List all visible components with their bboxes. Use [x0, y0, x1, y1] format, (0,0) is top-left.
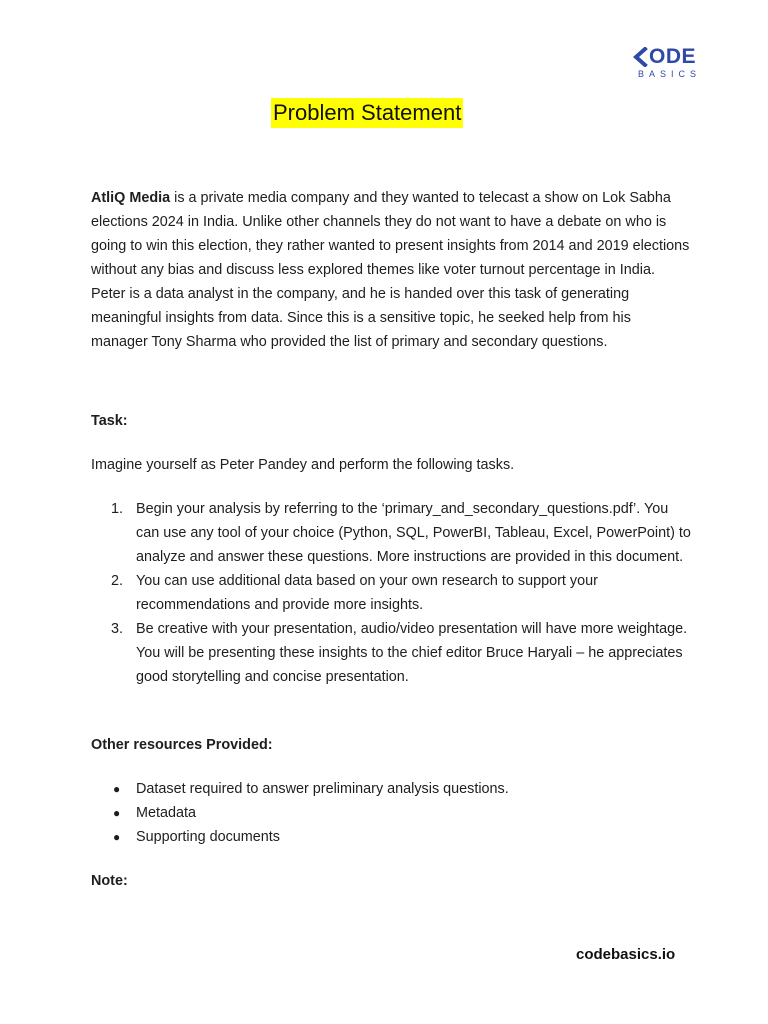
- codebasics-logo: [632, 46, 704, 82]
- task-intro: Imagine yourself as Peter Pandey and perform the following tasks.: [91, 457, 515, 473]
- intro-paragraph: [91, 186, 691, 354]
- list-number: 2.: [111, 573, 124, 589]
- resources-list: [91, 777, 691, 849]
- list-item: [91, 825, 691, 849]
- list-number: 1.: [111, 501, 124, 517]
- code-bracket-icon: [632, 47, 648, 67]
- list-item-text: Dataset required to answer preliminary analysis questions.: [136, 781, 509, 797]
- list-item: [91, 801, 691, 825]
- list-item-text: You can use additional data based on your own research to support your recommendations and provide more insights.: [136, 573, 598, 613]
- page-title-wrap: [271, 98, 463, 128]
- list-item: [91, 497, 691, 569]
- bullet-icon: ●: [113, 806, 121, 820]
- note-heading: Note:: [91, 873, 128, 889]
- bullet-icon: ●: [113, 782, 121, 796]
- list-item-text: Be creative with your presentation, audio/video presentation will have more weightage. You will be presenting these insights to the chief editor Bruce Haryali – he appreciates good storytelling and concise presentation.: [136, 621, 688, 685]
- list-item-text: Begin your analysis by referring to the ‘primary_and_secondary_questions.pdf’. You can use any tool of your choice (Python, SQL, PowerBI, Tableau, Excel, PowerPoint) to analyze and answer these questions. More instructions are provided in this document.: [136, 501, 691, 565]
- list-item: [91, 777, 691, 801]
- list-item: [91, 569, 691, 617]
- list-number: 3.: [111, 621, 124, 637]
- bullet-icon: ●: [113, 830, 121, 844]
- list-item-text: Metadata: [136, 805, 197, 821]
- page-title: Problem Statement: [271, 98, 463, 128]
- footer-website: codebasics.io: [576, 946, 676, 963]
- company-name: AtliQ Media: [91, 190, 171, 206]
- list-item-text: Supporting documents: [136, 829, 280, 845]
- list-item: [91, 617, 691, 689]
- task-heading: Task:: [91, 413, 128, 429]
- resources-heading: Other resources Provided:: [91, 737, 273, 753]
- logo-sub-text: BASICS: [638, 69, 702, 79]
- intro-text: is a private media company and they wanted to telecast a show on Lok Sabha elections 2024 in India. Unlike other channels they do not want to have a debate on who is going to win this election, they rather wanted to present insights from 2014 and 2019 elections without any bias and discuss less explored themes like voter turnout percentage in India. Peter is a data analyst in the company, and he is handed over this task of generating meaningful insights from data. Since this is a sensitive topic, he seeked help from his manager Tony Sharma who provided the list of primary and secondary questions.: [91, 190, 690, 350]
- logo-main-text: ODE: [649, 45, 697, 68]
- task-list: [91, 497, 691, 689]
